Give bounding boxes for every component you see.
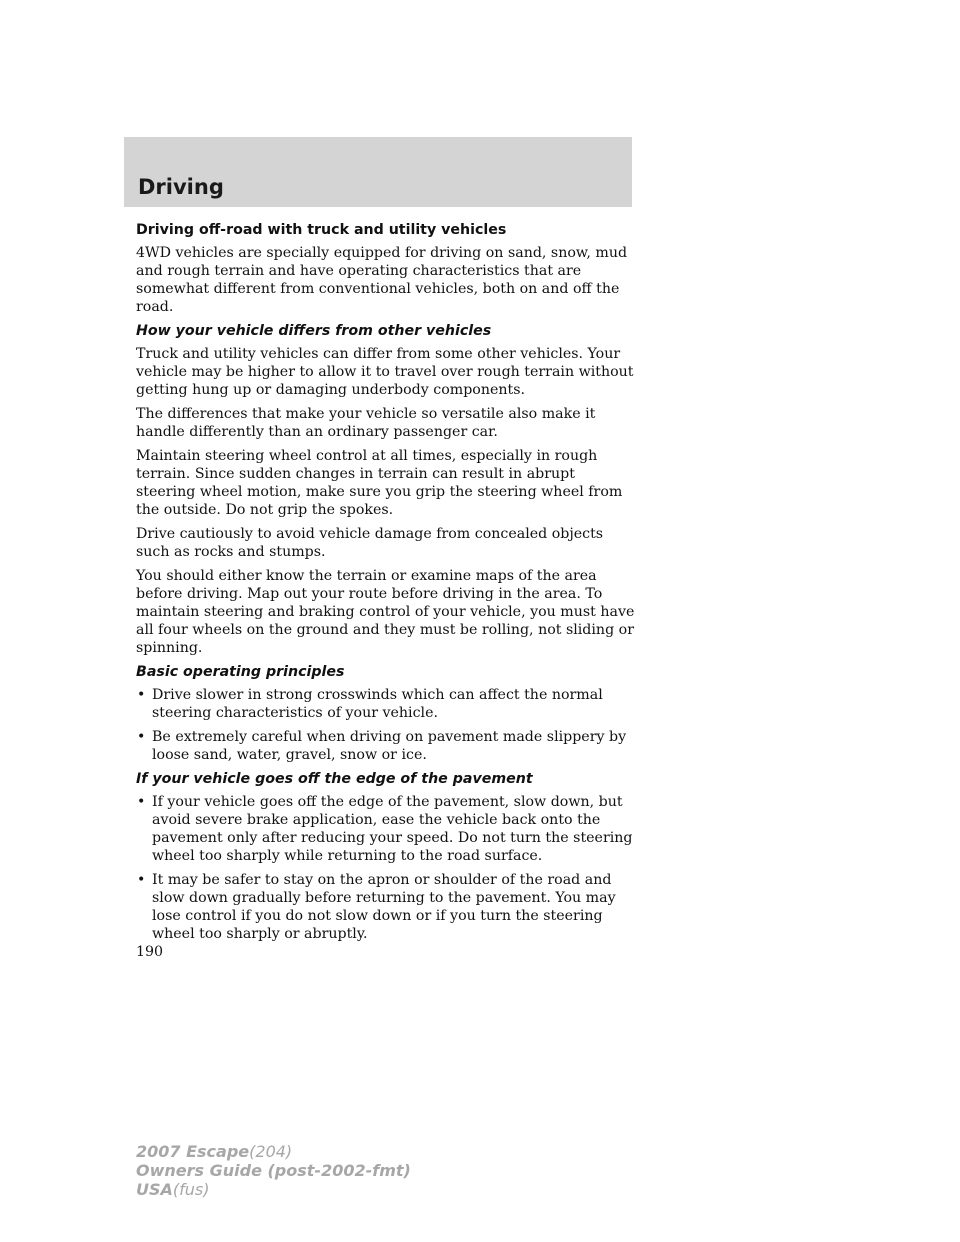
offedge-heading: If your vehicle goes off the edge of the pavement bbox=[136, 771, 533, 787]
differs-heading: How your vehicle differs from other vehicles bbox=[136, 323, 492, 339]
principles-heading: Basic operating principles bbox=[136, 664, 345, 680]
page-number: 190 bbox=[136, 944, 164, 960]
page-content bbox=[136, 221, 636, 949]
principles-bullet: • Drive slower in strong crosswinds which can affect the normal steering characteristics of your vehicle. bbox=[136, 686, 636, 722]
principles-bullet: • Be extremely careful when driving on pavement made slippery by loose sand, water, gravel, snow or ice. bbox=[136, 728, 636, 764]
differs-paragraph: The differences that make your vehicle so versatile also make it handle differently than an ordinary passenger car. bbox=[136, 406, 596, 440]
footer-line-3 bbox=[136, 1180, 411, 1199]
differs-paragraph: Truck and utility vehicles can differ from some other vehicles. Your vehicle may be higher to allow it to travel over rough terrain without getting hung up or damaging underbody components. bbox=[136, 346, 634, 398]
offedge-bullet: • It may be safer to stay on the apron or shoulder of the road and slow down gradually before returning to the pavement. You may lose control if you do not slow down or if you turn the steering wheel too sharply or abruptly. bbox=[136, 871, 636, 943]
footer-model-code: (204) bbox=[249, 1142, 293, 1161]
section-title: Driving bbox=[138, 175, 224, 199]
footer-market: USA bbox=[136, 1180, 173, 1199]
footer-model: 2007 Escape bbox=[136, 1142, 250, 1161]
differs-paragraph: Drive cautiously to avoid vehicle damage from concealed objects such as rocks and stumps. bbox=[136, 526, 604, 560]
footer-guide: Owners Guide (post-2002-fmt) bbox=[136, 1161, 411, 1180]
footer-line-1 bbox=[136, 1142, 411, 1161]
section-header-bar bbox=[124, 137, 632, 207]
footer-market-code: (fus) bbox=[172, 1180, 210, 1199]
offedge-list bbox=[136, 793, 636, 943]
offroad-heading: Driving off-road with truck and utility vehicles bbox=[136, 222, 507, 238]
document-footer bbox=[136, 1142, 411, 1199]
offroad-intro: 4WD vehicles are specially equipped for driving on sand, snow, mud and rough terrain and have operating characteristics that are somewhat different from conventional vehicles, both on and off the road. bbox=[136, 245, 628, 315]
offedge-bullet: • If your vehicle goes off the edge of the pavement, slow down, but avoid severe brake application, ease the vehicle back onto the pavement only after reducing your speed. Do not turn the steering wheel too sharply while returning to the road surface. bbox=[136, 793, 636, 865]
differs-paragraph: Maintain steering wheel control at all times, especially in rough terrain. Since sudden changes in terrain can result in abrupt steering wheel motion, make sure you grip the steering wheel from the outside. Do not grip the spokes. bbox=[136, 448, 623, 518]
differs-paragraph: You should either know the terrain or examine maps of the area before driving. Map out your route before driving in the area. To maintain steering and braking control of your vehicle, you must have all four wheels on the ground and they must be rolling, not sliding or spinning. bbox=[136, 568, 635, 656]
principles-list bbox=[136, 686, 636, 764]
